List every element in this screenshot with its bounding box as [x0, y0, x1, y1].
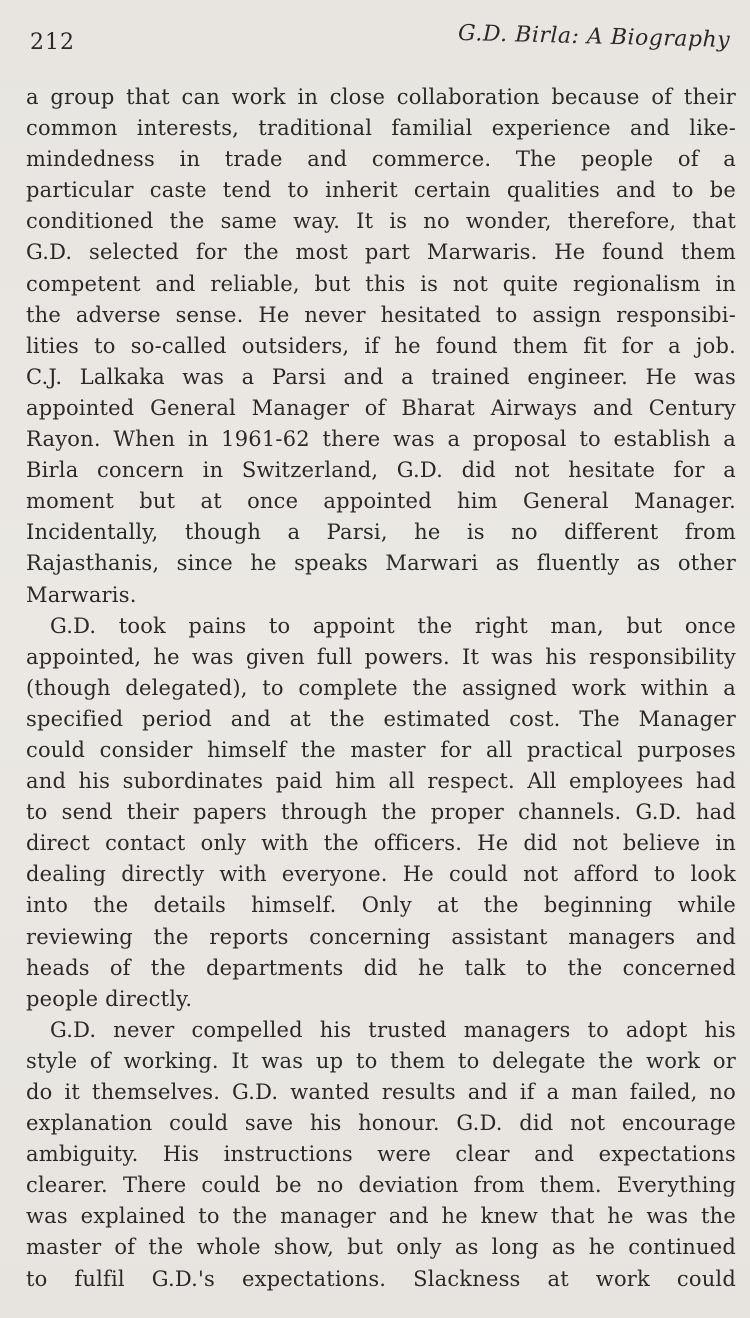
text-line: moment but at once appointed him General Manager.: [26, 489, 736, 514]
text-line: heads of the departments did he talk to the concerned: [26, 955, 736, 980]
text-line: to fulfil G.D.'s expectations. Slackness at work could: [26, 1266, 736, 1291]
text-line: (though delegated), to complete the assigned work within a: [26, 675, 736, 700]
text-line: to send their papers through the proper channels. G.D. had: [26, 800, 736, 825]
text-line: Marwaris.: [26, 582, 137, 607]
text-line: G.D. selected for the most part Marwaris. He found them: [26, 240, 736, 265]
text-line: clearer. There could be no deviation from them. Everything: [26, 1173, 736, 1198]
text-line: master of the whole show, but only as long as he continued: [26, 1235, 736, 1260]
text-line: conditioned the same way. It is no wonder, therefore, that: [26, 209, 736, 234]
text-line: G.D. took pains to appoint the right man, but once: [50, 613, 736, 638]
text-line: was explained to the manager and he knew that he was the: [26, 1204, 736, 1229]
page-header: [0, 0, 750, 80]
body-text: [26, 82, 736, 1295]
text-line: people directly.: [26, 986, 193, 1011]
text-line: could consider himself the master for all practical purposes: [26, 737, 736, 762]
running-title: G.D. Birla: A Biography: [457, 20, 731, 53]
text-line: appointed General Manager of Bharat Airways and Century: [26, 395, 736, 420]
text-line: reviewing the reports concerning assistant managers and: [26, 924, 736, 949]
text-line: Birla concern in Switzerland, G.D. did not hesitate for a: [26, 458, 736, 483]
text-line: mindedness in trade and commerce. The people of a: [26, 147, 736, 172]
text-line: explanation could save his honour. G.D. did not encourage: [26, 1111, 736, 1136]
text-line: do it themselves. G.D. wanted results and if a man failed, no: [26, 1080, 736, 1104]
text-line: particular caste tend to inherit certain qualities and to be: [26, 178, 736, 203]
text-line: and his subordinates paid him all respect. All employees had: [26, 769, 736, 794]
text-line: specified period and at the estimated cost. The Manager: [26, 706, 736, 731]
text-line: style of working. It was up to them to delegate the work or: [26, 1048, 736, 1073]
text-line: dealing directly with everyone. He could not afford to look: [26, 862, 736, 887]
text-line: C.J. Lalkaka was a Parsi and a trained engineer. He was: [26, 364, 736, 389]
text-line: Rayon. When in 1961-62 there was a proposal to establish a: [26, 427, 736, 452]
text-line: lities to so-called outsiders, if he found them fit for a job.: [26, 333, 736, 358]
text-line: G.D. never compelled his trusted managers to adopt his: [50, 1017, 736, 1042]
text-line: into the details himself. Only at the beginning while: [26, 893, 736, 918]
text-line: direct contact only with the officers. He did not believe in: [26, 831, 736, 856]
text-line: competent and reliable, but this is not quite regionalism in: [26, 271, 736, 296]
text-line: a group that can work in close collaboration because of their: [26, 85, 736, 109]
text-line: common interests, traditional familial experience and like-: [26, 116, 736, 141]
text-line: the adverse sense. He never hesitated to assign responsibi-: [26, 302, 736, 327]
page-number: 212: [30, 30, 75, 55]
text-line: ambiguity. His instructions were clear and expectations: [26, 1142, 736, 1167]
text-line: Rajasthanis, since he speaks Marwari as fluently as other: [26, 551, 736, 576]
text-line: appointed, he was given full powers. It was his responsibility: [26, 644, 736, 669]
text-line: Incidentally, though a Parsi, he is no different from: [26, 520, 736, 545]
